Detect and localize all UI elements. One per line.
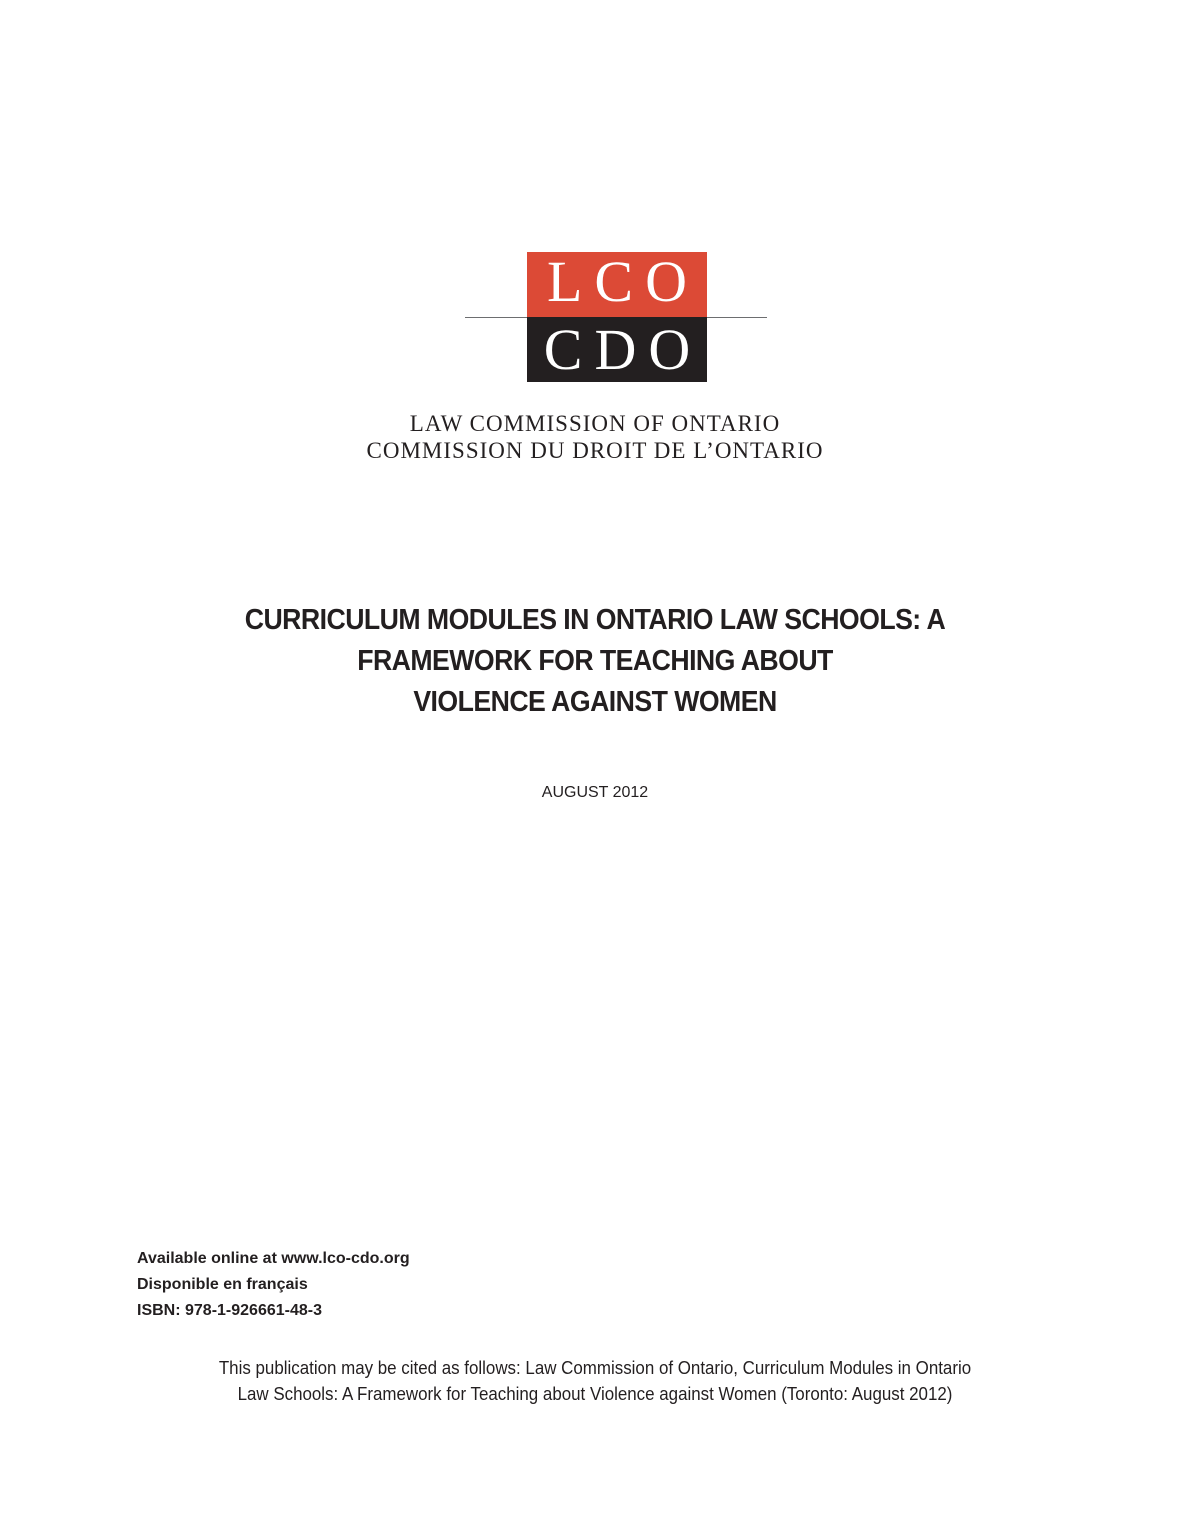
publication-info xyxy=(137,1246,410,1324)
publication-date: AUGUST 2012 xyxy=(541,784,649,801)
citation-line: Law Schools: A Framework for Teaching about Violence against Women (Toronto: August 2012) xyxy=(237,1384,953,1404)
citation-line: This publication may be cited as follows: Law Commission of Ontario, Curriculum Modules in Ontario xyxy=(218,1358,972,1378)
logo-top-text: LCO xyxy=(547,249,699,314)
availability-text: Available online at www.lco-cdo.org xyxy=(137,1250,410,1267)
logo-bottom-text: CDO xyxy=(543,317,703,382)
document-title xyxy=(48,600,1143,723)
title-line: VIOLENCE AGAINST WOMEN xyxy=(413,686,777,718)
french-availability-text: Disponible en français xyxy=(137,1276,308,1293)
logo-top-box xyxy=(527,249,707,317)
title-line: CURRICULUM MODULES IN ONTARIO LAW SCHOOLS: A xyxy=(244,604,946,636)
title-line: FRAMEWORK FOR TEACHING ABOUT xyxy=(357,645,833,677)
organization-names xyxy=(0,410,1190,464)
organization-name-french: COMMISSION DU DROIT DE L’ONTARIO xyxy=(366,438,824,463)
citation-note xyxy=(0,1355,1190,1407)
logo-bottom-box xyxy=(527,317,707,382)
organization-name-english: LAW COMMISSION OF ONTARIO xyxy=(409,411,781,436)
isbn-text: ISBN: 978-1-926661-48-3 xyxy=(137,1302,322,1319)
lco-cdo-logo xyxy=(0,0,1190,400)
